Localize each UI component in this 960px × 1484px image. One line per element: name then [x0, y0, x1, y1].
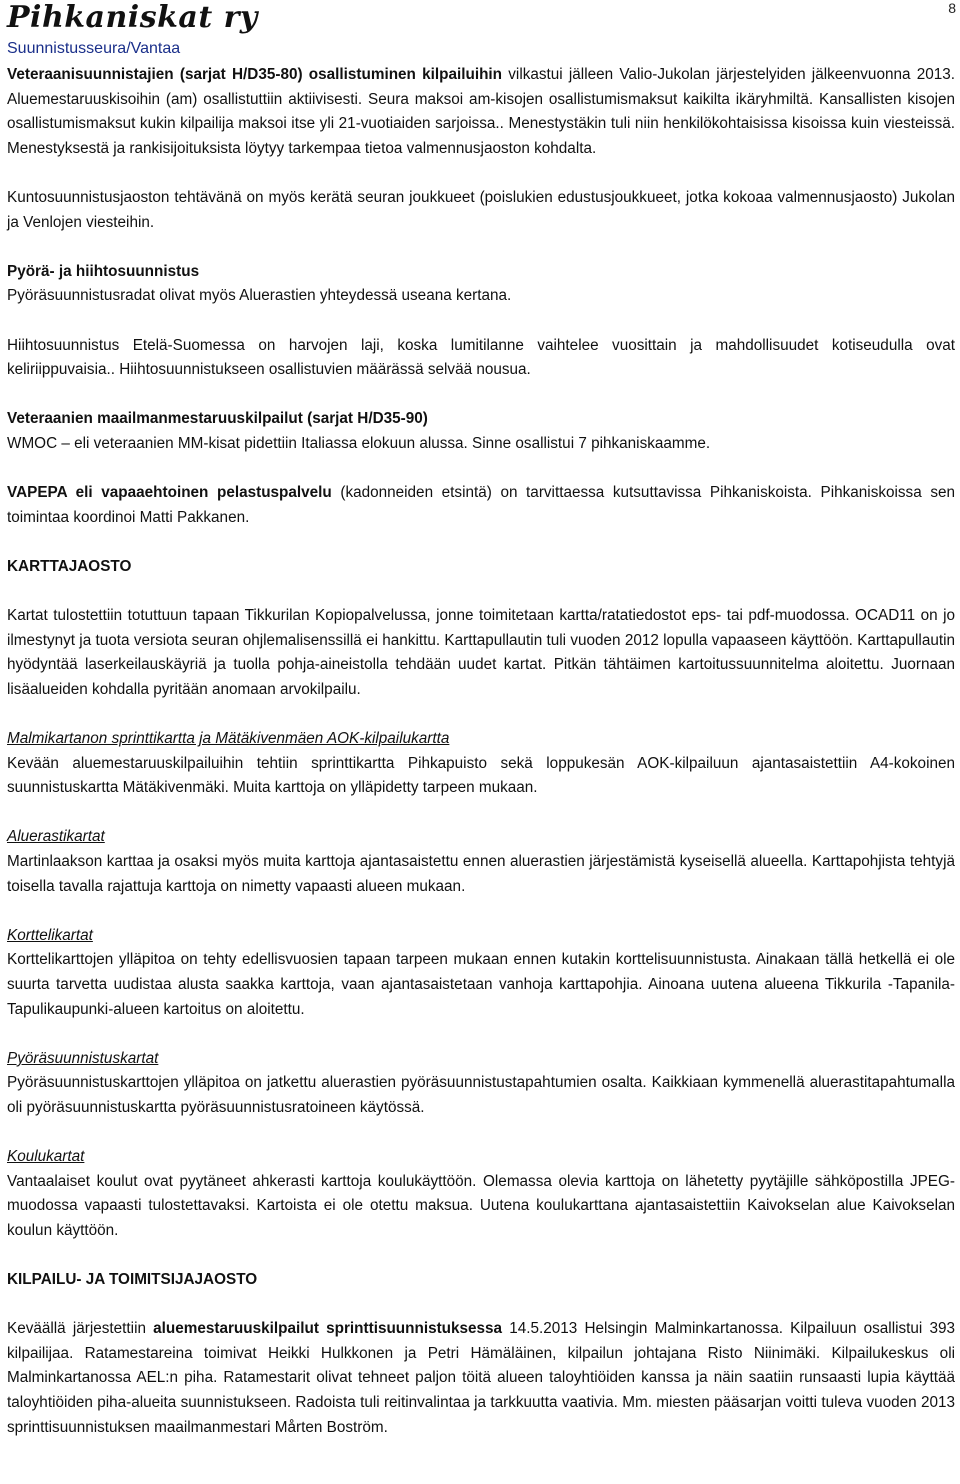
koulukartat-heading: Koulukartat — [7, 1148, 85, 1166]
korttelikartat-heading: Korttelikartat — [7, 926, 93, 944]
mm-heading: Veteraanien maailmanmestaruuskilpailut (sarjat H/D35-90) — [7, 410, 428, 428]
pyorakartat-heading: Pyöräsuunnistuskartat — [7, 1049, 159, 1067]
korttelikartat-paragraph: Korttelikarttojen ylläpitoa on tehty edellisvuosien tapaan tarpeen mukaan ennen kutakin korttelisuunnistusta. Ainakaan tällä hetkellä ei ole suurta tarvetta uudistaa alusta saakka karttoja, vaan ajantasaistetaan vanhoja karttapohjia. Ainoana uutena alueena Tikkurila -Tapanila- Tapulikaupunki-alueen kartoitus on aloitettu. — [7, 951, 955, 1018]
malmi-paragraph: Kevään aluemestaruuskilpailuihin tehtiin sprinttikartta Pihkapuisto sekä loppukesän AOK-kilpailuun ajantasaistettiin A4-kokoinen suunnistuskartta Mätäkivenmäki. Muita karttoja on ylläpidetty tarpeen mukaan. — [7, 754, 955, 797]
org-subtitle: Suunnistusseura/Vantaa — [7, 40, 181, 57]
vapepa-text: (kadonneiden etsintä) on tarvittaessa kutsuttavissa Pihkaniskoista. Pihkaniskoissa sen toimintaa koordinoi Matti Pakkanen. — [7, 484, 955, 526]
hiihto-paragraph: Hiihtosuunnistus Etelä-Suomessa on harvojen laji, koska lumitilanne vaihtelee vuosittain ja mahdollisuudet kotiseudulla ovat keliriippuvaisia.. Hiihtosuunnistukseen osallistuvien määrässä selvää nousua. — [7, 336, 955, 379]
malmi-heading: Malmikartanon sprinttikartta ja Mätäkivenmäen AOK-kilpailukartta — [7, 730, 450, 748]
vapepa-paragraph — [7, 481, 955, 530]
spacer — [7, 1293, 955, 1318]
document-body — [7, 63, 955, 1440]
karttajaosto-paragraph: Kartat tulostettiin totuttuun tapaan Tikkurilan Kopiopalvelussa, jonne toimitetaan kartta/ratatiedostot eps- tai pdf-muodossa. OCAD11 on jo ilmestynyt ja tuota versiota seuran ohjlemalisenssillä ei hankittu. Karttapullautin tuli vuoden 2012 lopulla vapaaseen käyttöön. Karttapullautin hyödyntää laserkeilauskäyriä ja tuolla pohja-aineistolla tehdään uudet kartat. Pitkän tähtäimen kartoitussuunnitelma aloitettu. Juornaan lisäalueiden kohdalla pyritään anomaan arvokilpailu. — [7, 607, 955, 698]
pyorakartat-paragraph: Pyöräsuunnistuskarttojen ylläpitoa on jatkettu aluerastien pyöräsuunnistustapahtumien osalta. Kaikkiaan kymmenellä aluerastitapahtumalla oli pyöräsuunnistuskartta pyöräsuunnistusratoineen käytössä. — [7, 1074, 955, 1116]
spacer — [7, 579, 955, 604]
veteran-lead: Veteraanisuunnistajien (sarjat H/D35-80) osallistuminen kilpailuihin — [7, 66, 503, 83]
kuntosuunnistus-paragraph: Kuntosuunnistusjaoston tehtävänä on myös kerätä seuran joukkueet (poislukien edustusjoukkueet, jotka kokoaa valmennusjaosto) Jukolan ja Venlojen viesteihin. — [7, 188, 955, 231]
koulukartat-paragraph: Vantaalaiset koulut ovat pyytäneet ahkerasti karttoja koulukäyttöön. Olemassa olevia karttoja on lähetetty pyytäjille sähköpostilla JPEG-muodossa vapaasti tulostettavaksi. Kartoista ei ole otettu maksua. Uutena koulukarttana ajantasaistettiin Kaivokselan alue Kaivokselan koulun käyttöön. — [7, 1172, 955, 1239]
pyora-hiihto-heading: Pyörä- ja hiihtosuunnistus — [7, 262, 200, 280]
kilpailu-paragraph — [7, 1317, 955, 1440]
kilpailu-heading: KILPAILU- JA TOIMITSIJAJAOSTO — [7, 1271, 258, 1289]
vapepa-lead: VAPEPA eli vapaaehtoinen pelastuspalvelu — [7, 484, 332, 502]
kilpailu-text-before: Keväällä järjestettiin — [7, 1320, 154, 1338]
club-logo: Pihkaniskat ry — [7, 0, 258, 35]
veteran-text: vilkastui jälleen Valio-Jukolan järjestelyiden jälkeenvuonna 2013. Aluemestaruuskisoihin (am) osallistuttiin aktiivisesti. Seura maksoi am-kisojen osallistumismaksut kaikilta ikäryhmiltä. Kansallisten kisojen osallistumismaksut kukin kilpailija maksoi itse yli 21-vuotiaiden sarjoissa.. Menestystäkin tuli niin henkilökohtaisissa kisoissa kuin viesteissä. Menestyksestä ja rankisijoituksista löytyy tarkempaa tietoa valmennusjaoston kohdalta. — [7, 66, 955, 157]
veteran-paragraph — [7, 63, 955, 161]
kilpailu-bold: aluemestaruuskilpailut sprinttisuunnistuksessa — [153, 1320, 503, 1338]
pyora-paragraph: Pyöräsuunnistusradat olivat myös Aluerastien yhteydessä useana kertana. — [7, 287, 512, 305]
mm-paragraph: WMOC – eli veteraanien MM-kisat pidettiin Italiassa elokuun alussa. Sinne osallistui 7 pihkaniskaamme. — [7, 434, 711, 452]
aluerasti-heading: Aluerastikartat — [7, 828, 105, 846]
page-number: 8 — [948, 0, 956, 16]
karttajaosto-heading: KARTTAJAOSTO — [7, 557, 132, 575]
kilpailu-text-after: 14.5.2013 Helsingin Malminkartanossa. Kilpailuun osallistui 393 kilpailijaa. Ratamestareina toimivat Heikki Hulkkonen ja Petri Hämäläinen, kilpailun johtajana Risto Niinimäki. Kilpailukeskus oli Malminkartanossa AEL:n piha. Ratamestarit olivat tehneet paljon töitä alueen taloyhtiöiden kanssa ja näin saatiin runsaasti lupia käyttää taloyhtiöiden piha-alueita suunnistukseen. Radoista tuli reitinvalintaa ja tarkkuutta vaativia. Mm. miesten pääsarjan voitti tuleva vuoden 2013 sprinttisuunnistuksen maailmanmestari Mårten Boström. — [7, 1320, 956, 1436]
aluerasti-paragraph: Martinlaakson karttaa ja osaksi myös muita karttoja ajantasaistettu ennen aluerastien järjestämistä kyseisellä alueella. Karttapohjista tehtyjä toisella tavalla rajattuja karttoja on nimetty vapaasti alueen mukaan. — [7, 853, 955, 895]
